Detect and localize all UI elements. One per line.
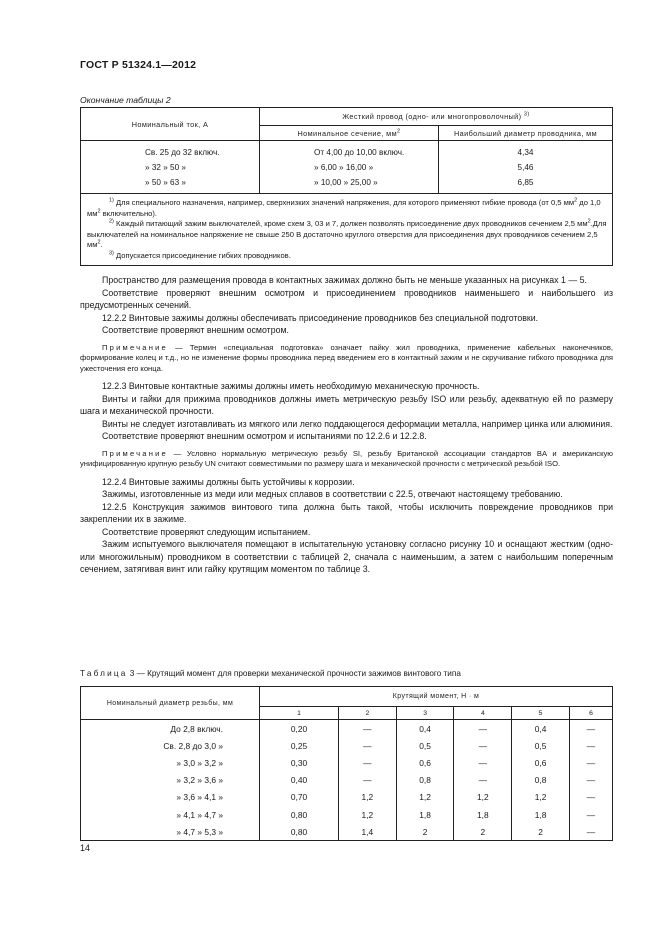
t3-cell-torque: — — [454, 754, 512, 771]
table-row: » 32 » 50 » » 6,00 » 16,00 » 5,46 — [81, 160, 613, 175]
t3-subheader: 6 — [569, 707, 612, 720]
body-text — [80, 274, 613, 576]
t3-cell-torque: 0,5 — [396, 737, 454, 754]
t2-group-header: Жесткий провод (одно- или многопроволочный) $^{3)}$ — [260, 108, 613, 126]
t3-cell-torque: 1,4 — [339, 823, 397, 841]
paragraph: Соответствие проверяют внешним осмотром и присоединением проводников наименьшего и наибольшего из предусмотренных сечений. — [80, 287, 613, 310]
table-2 — [80, 107, 613, 266]
note-thread-compat: Примечание — Условно нормальную метрическую резьбу SI, резьбу Британской ассоциации стандартов BA и американскую унифицированную крупную резьбу UN считают совместимыми по размеру шага и механической прочности с метрической резьбой ISO. — [80, 448, 613, 468]
t3-cell-torque: 1,8 — [512, 806, 570, 823]
t3-cell-torque: — — [569, 789, 612, 806]
t2-footnote-2: $^{2)}$ Каждый питающий зажим выключателей, кроме схем 3, 03 и 7, должен позволять присоединение двух проводников сечением 2,5 $мм^2.Для$ выключателей на номинальное напряжение не свыше 250 В достаточно круглого отверстия для присоединения двух проводников сечением 2,5 $мм^2$. — [87, 218, 607, 249]
table-row — [81, 806, 613, 823]
paragraph: 12.2.2 Винтовые зажимы должны обеспечивать присоединение проводников без специальной подготовки. — [102, 312, 539, 323]
table3-caption: Таблица 3 — Крутящий момент для проверки механической прочности зажимов винтового типа — [80, 669, 461, 678]
page-header: ГОСТ Р 51324.1—2012 — [80, 59, 197, 71]
t3-cell-torque: — — [339, 754, 397, 771]
t3-cell-torque: — — [339, 737, 397, 754]
t3-body — [81, 720, 613, 841]
t2-col-current-header: Номинальный ток, А — [81, 108, 260, 141]
t3-cell-torque: — — [339, 720, 397, 738]
t2-footnote-1: $^{1)}$ Для специального назначения, например, сверхнизких значений напряжения, для которого применяют гибкие провода (от 0,5 $мм^2$ до 1,0 $мм^2$ включительно). — [87, 197, 601, 218]
paragraph: Соответствие проверяют внешним осмотром. — [102, 325, 289, 335]
t3-cell-torque: — — [569, 823, 612, 841]
t3-cell-diameter: » 4,1 » 4,7 » — [81, 806, 260, 823]
t3-subheader: 2 — [339, 707, 397, 720]
t3-cell-torque: 0,4 — [512, 720, 570, 738]
t3-cell-torque: 2 — [396, 823, 454, 841]
t2-footnote-3: $^{3)}$ Допускается присоединение гибких проводников. — [109, 249, 291, 260]
paragraph: Пространство для размещения провода в контактных зажимах должно быть не меньше указанных на рисунках 1 — 5. — [102, 275, 587, 285]
t3-cell-torque: — — [454, 737, 512, 754]
t2-col-diameter-header: Наибольший диаметр проводника, мм — [439, 126, 613, 141]
t3-cell-diameter: » 4,7 » 5,3 » — [81, 823, 260, 841]
t2-col-section-header: Номинальное сечение, $мм^2$ — [260, 126, 439, 141]
t2-footnotes — [81, 194, 613, 266]
t3-cell-torque: — — [569, 772, 612, 789]
paragraph: Соответствие проверяют внешним осмотром и испытаниями по 12.2.6 и 12.2.8. — [102, 431, 427, 441]
table-row — [81, 754, 613, 771]
paragraph: Зажимы, изготовленные из меди или медных сплавов в соответствии с 22.5, отвечают настоящему требованию. — [102, 489, 563, 499]
table-row: Св. 25 до 32 включ. От 4,00 до 10,00 включ. 4,34 — [81, 141, 613, 161]
t3-cell-torque: 2 — [512, 823, 570, 841]
t3-subheader: 5 — [512, 707, 570, 720]
table-row — [81, 772, 613, 789]
table-row — [81, 823, 613, 841]
t3-col-diameter-header: Номинальный диаметр резьбы, мм — [81, 687, 260, 720]
t3-cell-torque: 1,2 — [339, 806, 397, 823]
t3-cell-torque: 0,8 — [512, 772, 570, 789]
t3-subheader: 3 — [396, 707, 454, 720]
t3-cell-torque: 2 — [454, 823, 512, 841]
t3-cell-torque: — — [569, 754, 612, 771]
t3-cell-diameter: До 2,8 включ. — [81, 720, 260, 738]
t3-subheader: 1 — [260, 707, 339, 720]
paragraph: 12.2.4 Винтовые зажимы должны быть устойчивы к коррозии. — [102, 476, 355, 487]
t3-subheader: 4 — [454, 707, 512, 720]
t3-cell-torque: 1,2 — [396, 789, 454, 806]
t3-cell-torque: 1,2 — [454, 789, 512, 806]
t3-cell-torque: 0,4 — [396, 720, 454, 738]
table2-caption: Окончание таблицы 2 — [80, 95, 171, 105]
t3-cell-torque: 1,8 — [454, 806, 512, 823]
table-row — [81, 720, 613, 738]
t3-cell-torque: — — [569, 806, 612, 823]
paragraph: Соответствие проверяют следующим испытанием. — [102, 526, 311, 537]
t3-cell-torque: 1,8 — [396, 806, 454, 823]
t3-cell-torque: — — [569, 720, 612, 738]
paragraph: Винты и гайки для прижима проводников должны иметь метрическую резьбу ISO или резьбу, адекватную ей по размеру шага и механической прочности. — [80, 393, 613, 416]
t3-cell-torque: 0,8 — [396, 772, 454, 789]
paragraph: Зажим испытуемого выключателя помещают в испытательную установку согласно рисунку 10 и оснащают жестким (одно- или многожильным) проводником в соответствии с таблицей 2, сначала с наименьшим, а затем с наибольшим поперечным сечением, затягивая винт или гайку крутящим моментом по таблице 3. — [80, 539, 613, 574]
t3-cell-torque: 0,20 — [260, 720, 339, 738]
t3-cell-torque: — — [454, 720, 512, 738]
t3-cell-torque: — — [569, 737, 612, 754]
table-row — [81, 789, 613, 806]
t3-cell-diameter: » 3,6 » 4,1 » — [81, 789, 260, 806]
t3-cell-diameter: Св. 2,8 до 3,0 » — [81, 737, 260, 754]
note-special-preparation: Примечание — Термин «специальная подготовка» означает пайку жил проводника, применение кабельных наконечников, формирование колец и т.д., но не изменение формы проводника перед введением его в контактный зажим и не скручивание гибкого проводника для ужесточения его конца. — [80, 342, 613, 373]
paragraph: 12.2.5 Конструкция зажимов винтового типа должна быть такой, чтобы исключить повреждение проводников при закреплении их в зажиме. — [80, 501, 613, 524]
table-3 — [80, 686, 613, 841]
t3-cell-torque: 1,2 — [339, 789, 397, 806]
t3-cell-torque: 0,30 — [260, 754, 339, 771]
t3-cell-diameter: » 3,0 » 3,2 » — [81, 754, 260, 771]
table-row — [81, 737, 613, 754]
t3-cell-torque: 0,80 — [260, 806, 339, 823]
t3-cell-torque: 0,40 — [260, 772, 339, 789]
t3-cell-torque: 0,6 — [512, 754, 570, 771]
t3-group-header: Крутящий момент, Н · м — [260, 687, 613, 707]
table-row: » 50 » 63 » » 10,00 » 25,00 » 6,85 — [81, 175, 613, 194]
t3-cell-torque: — — [339, 772, 397, 789]
t3-cell-torque: 0,6 — [396, 754, 454, 771]
t3-cell-diameter: » 3,2 » 3,6 » — [81, 772, 260, 789]
t3-cell-torque: 0,70 — [260, 789, 339, 806]
t3-cell-torque: 1,2 — [512, 789, 570, 806]
t3-cell-torque: 0,5 — [512, 737, 570, 754]
t3-cell-torque: — — [454, 772, 512, 789]
paragraph: 12.2.3 Винтовые контактные зажимы должны иметь необходимую механическую прочность. — [102, 381, 480, 391]
paragraph: Винты не следует изготавливать из мягкого или легко поддающегося деформации металла, например цинка или алюминия. — [102, 418, 613, 429]
page-number: 14 — [80, 843, 91, 853]
t3-cell-torque: 0,80 — [260, 823, 339, 841]
t3-cell-torque: 0,25 — [260, 737, 339, 754]
